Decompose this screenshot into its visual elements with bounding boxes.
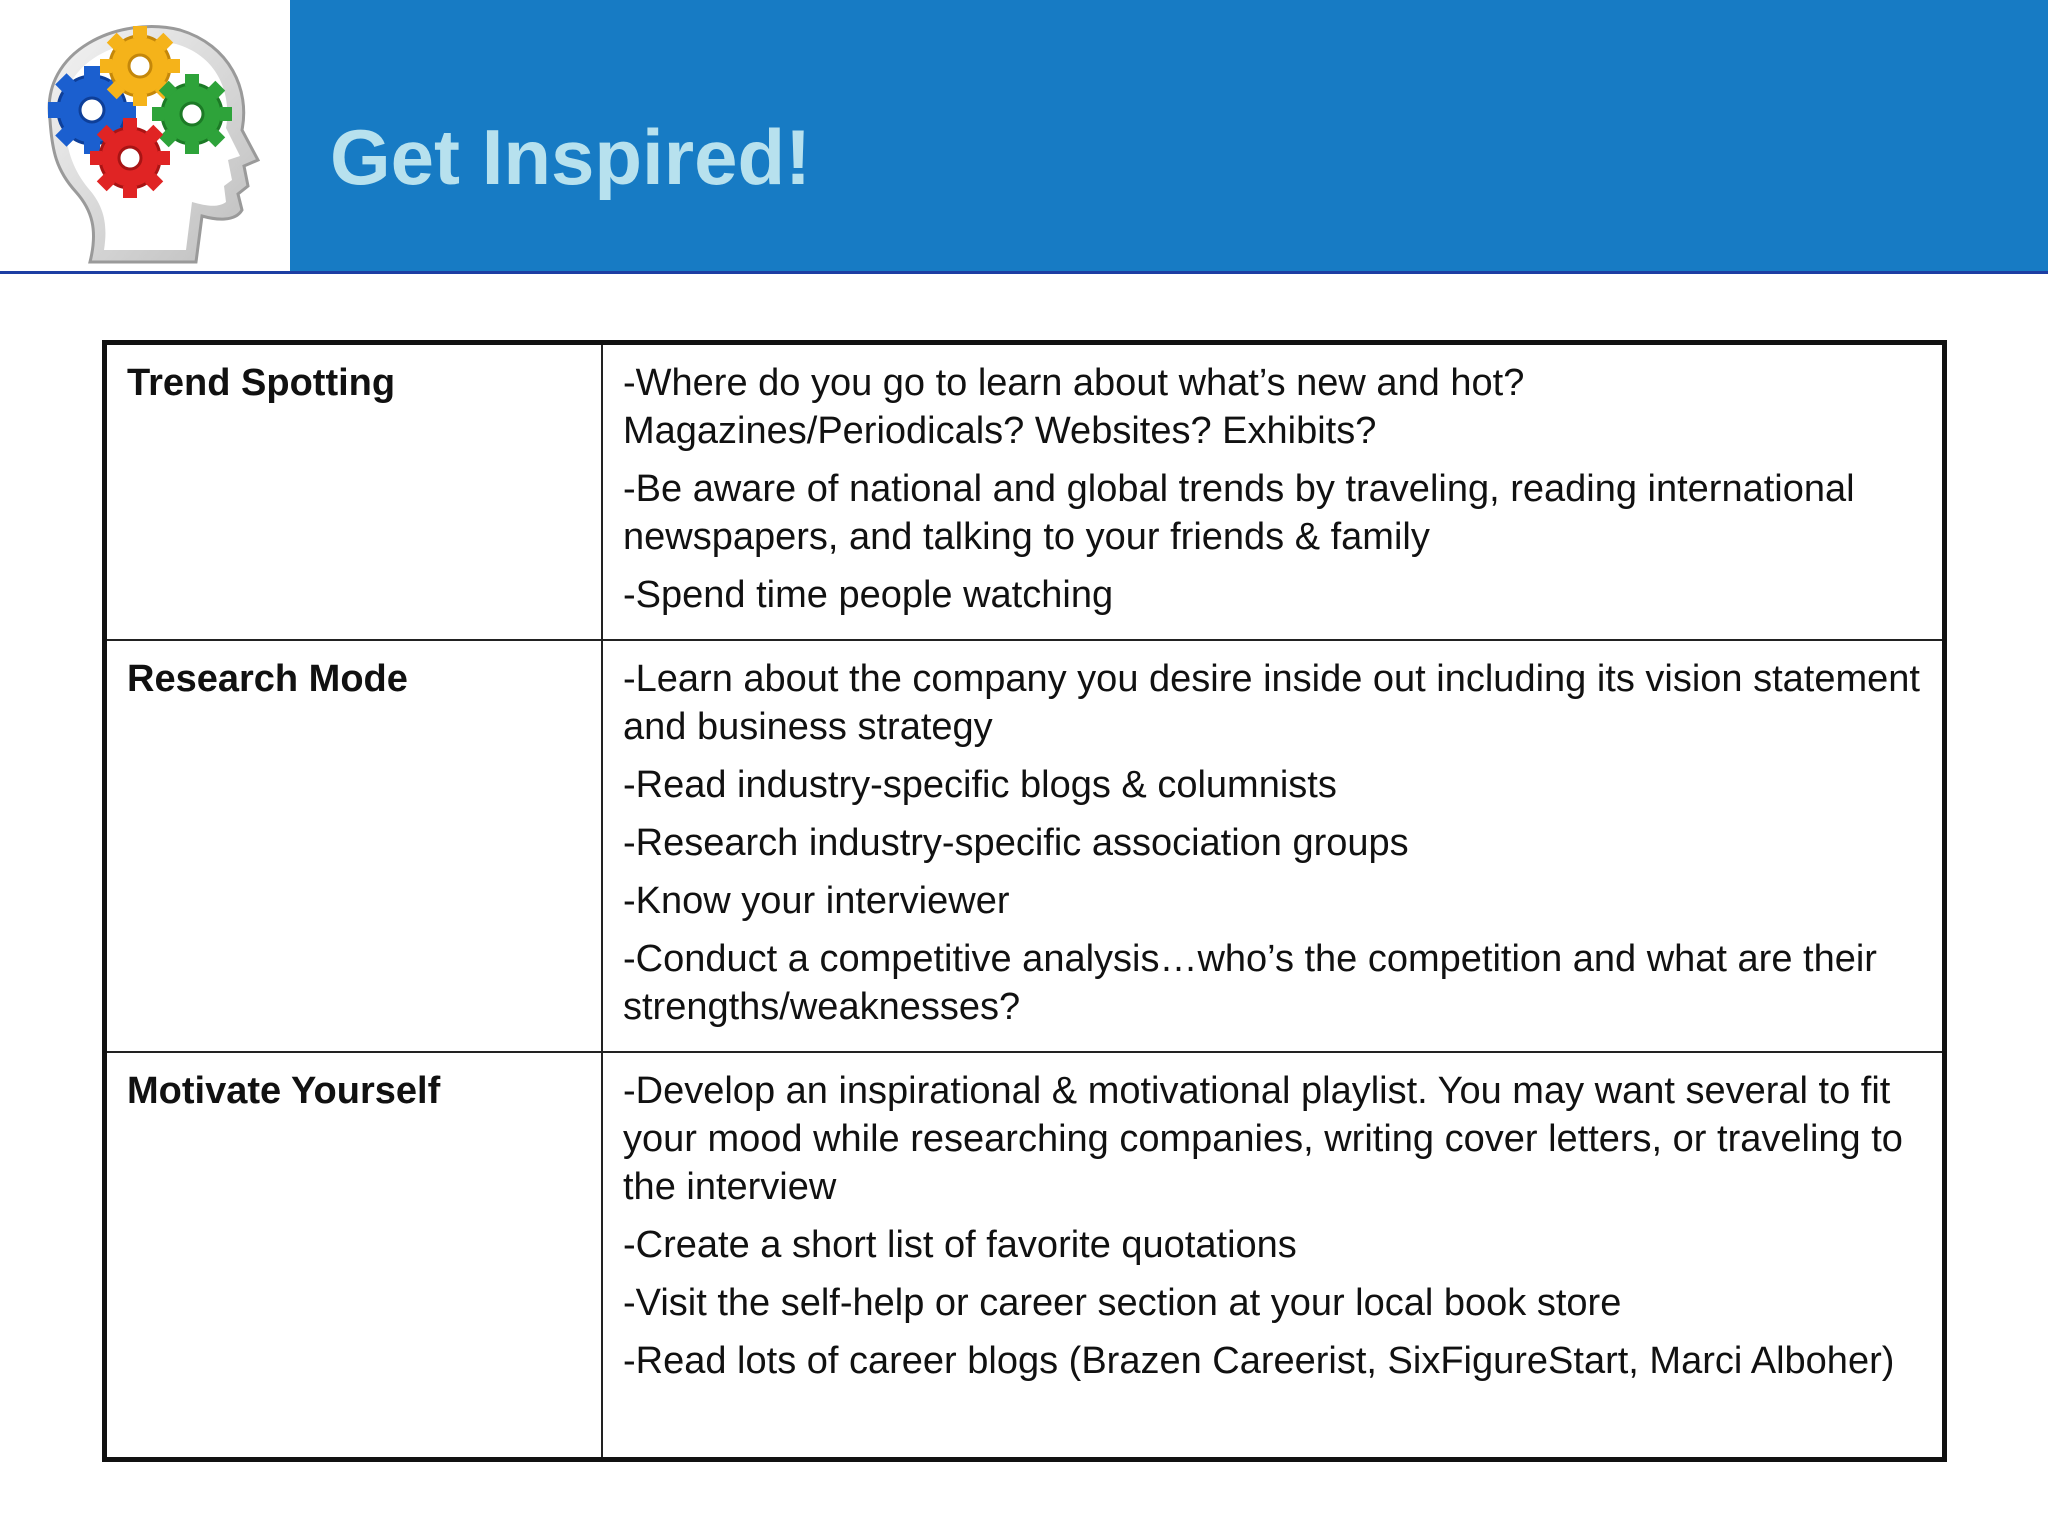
- list-item: -Visit the self-help or career section at your local book store: [623, 1282, 1622, 1324]
- table-row: [105, 1052, 1945, 1460]
- list-item: -Read industry-specific blogs & columnists: [623, 764, 1337, 806]
- list-item: -Conduct a competitive analysis…who’s the competition and what are their strengths/weaknesses?: [623, 938, 1877, 1028]
- row-label: Research Mode: [105, 640, 603, 1052]
- list-item: -Research industry-specific association groups: [623, 822, 1409, 864]
- row-label: Trend Spotting: [105, 343, 603, 641]
- row-label: Motivate Yourself: [105, 1052, 603, 1460]
- list-item: -Spend time people watching: [623, 574, 1114, 616]
- row-items: [602, 640, 1945, 1052]
- list-item: -Know your interviewer: [623, 880, 1010, 922]
- table-row: [105, 343, 1945, 641]
- list-item: -Read lots of career blogs (Brazen Careerist, SixFigureStart, Marci Alboher): [623, 1340, 1895, 1382]
- table-row: [105, 640, 1945, 1052]
- tips-table: [102, 340, 1947, 1462]
- list-item: -Learn about the company you desire inside out including its vision statement and business strategy: [623, 658, 1920, 748]
- head-with-gears-icon: [20, 10, 280, 270]
- list-item: -Where do you go to learn about what’s new and hot? Magazines/Periodicals? Websites? Exhibits?: [623, 362, 1525, 452]
- row-items: [602, 1052, 1945, 1460]
- header-rule: [0, 271, 2048, 274]
- page-title: Get Inspired!: [330, 113, 812, 201]
- list-item: -Create a short list of favorite quotations: [623, 1224, 1297, 1266]
- list-item: -Develop an inspirational & motivational playlist. You may want several to fit your mood while researching companies, writing cover letters, or traveling to the interview: [623, 1070, 1903, 1208]
- row-items: [602, 343, 1945, 641]
- list-item: -Be aware of national and global trends by traveling, reading international newspapers, and talking to your friends & family: [623, 468, 1855, 558]
